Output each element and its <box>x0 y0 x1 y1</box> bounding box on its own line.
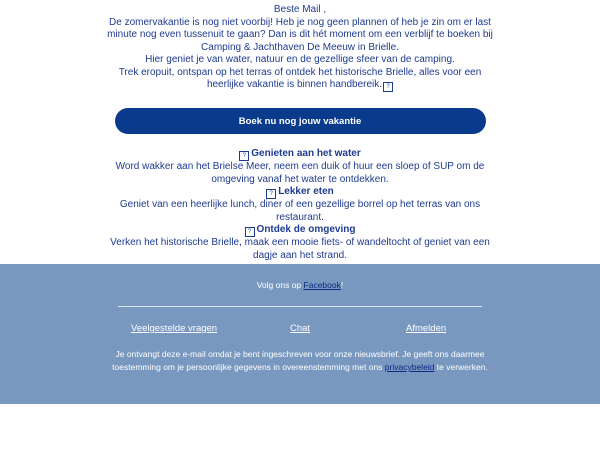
feature-title-text: Genieten aan het water <box>251 148 361 159</box>
footer <box>0 264 600 404</box>
emoji-placeholder-icon: ? <box>245 227 255 237</box>
footer-links <box>0 323 600 335</box>
feature-text-food: Geniet van een heerlijke lunch, diner of een gezellige borrel op het terras van ons restaurant. <box>119 199 481 223</box>
intro-section <box>100 0 500 92</box>
disclaimer-end: te verwerken. <box>434 362 488 372</box>
footer-divider <box>118 306 482 307</box>
feature-title-text: Ontdek de omgeving <box>256 224 356 235</box>
feature-title-area <box>100 224 500 237</box>
follow-line <box>0 280 600 290</box>
intro-sentence: Hier geniet je van water, natuur en de gezellige sfeer van de camping. <box>145 54 455 65</box>
faq-link[interactable]: Veelgestelde vragen <box>131 323 218 334</box>
disclaimer-text: Je ontvangt deze e-mail omdat je bent ingeschreven voor onze nieuwsbrief. Je geeft ons daarmee toestemming om je persoonlijke gegevens in overeenstemming met ons <box>112 349 485 372</box>
disclaimer <box>110 348 490 374</box>
cta-section <box>0 92 600 148</box>
feature-text-water: Word wakker aan het Brielse Meer, neem een duik of huur een sloep of SUP om de omgeving vanaf het water te ontdekken. <box>115 161 485 185</box>
feature-title-text: Lekker eten <box>278 186 334 197</box>
greeting: Beste Mail , <box>273 4 327 15</box>
feature-title-food <box>100 186 500 199</box>
unsubscribe-link[interactable]: Afmelden <box>406 323 447 334</box>
features-section <box>100 148 500 262</box>
book-vacation-button[interactable]: Boek nu nog jouw vakantie <box>115 108 486 134</box>
intro-closing-text: Trek eropuit, ontspan op het terras of ontdek het historische Brielle, alles voor een heerlijke vakantie is binnen handbereik. <box>118 66 482 90</box>
emoji-placeholder-icon: ? <box>266 189 276 199</box>
chat-link[interactable]: Chat <box>290 323 311 334</box>
follow-prefix: Volg ons op <box>256 280 304 290</box>
intro-closing <box>100 67 500 93</box>
emoji-placeholder-icon: ? <box>239 151 249 161</box>
privacy-policy-link[interactable]: privacybeleid <box>384 362 435 372</box>
emoji-placeholder-icon: ? <box>383 82 393 92</box>
facebook-link[interactable]: Facebook <box>303 280 341 290</box>
intro-paragraph: De zomervakantie is nog niet voorbij! Heb je nog geen plannen of heb je zin om er last minute nog even tussenuit te gaan? Dan is dit hét moment om een verblijf te boeken bij Camping & Jachthaven De Meeuw in Brielle. <box>107 16 493 53</box>
follow-suffix: ! <box>340 280 344 290</box>
feature-text-area: Verken het historische Brielle, maak een mooie fiets- of wandeltocht of geniet van een dagje aan het strand. <box>110 237 490 261</box>
feature-title-water <box>100 148 500 161</box>
